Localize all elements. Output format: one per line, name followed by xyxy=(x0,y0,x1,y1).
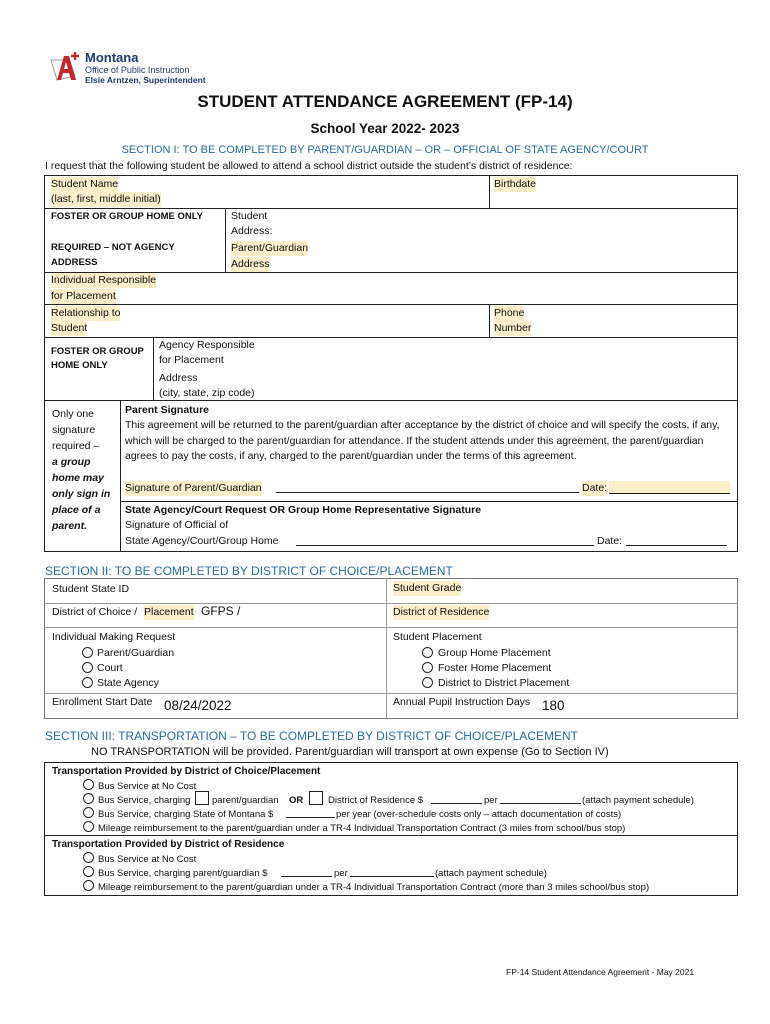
logo-line-office: Office of Public Instruction xyxy=(85,65,190,75)
req-option-court: Court xyxy=(97,662,123,674)
choice-opt-mileage: Mileage reimbursement to the parent/guardian under a TR-4 Individual Transportation Contract (3 miles from school/bus stop) xyxy=(98,823,626,834)
individual-responsible-label-2: for Placement xyxy=(51,290,116,302)
required-label-2: ADDRESS xyxy=(51,257,98,268)
logo-line-montana: Montana xyxy=(85,50,139,65)
page-footer: FP-14 Student Attendance Agreement - May 2021 xyxy=(506,967,695,977)
agency-label-2: for Placement xyxy=(159,354,224,366)
district-choice-value[interactable]: GFPS / xyxy=(201,604,241,618)
foster-group-label-2: HOME ONLY xyxy=(51,360,108,371)
res-amount-field[interactable] xyxy=(281,876,332,877)
student-name-label: Student Name xyxy=(51,178,119,190)
signature-note-5: home may xyxy=(52,472,104,484)
relationship-label-1: Relationship to xyxy=(51,307,121,319)
res-opt-mileage: Mileage reimbursement to the parent/guardian under a TR-4 Individual Transportation Contract (more than 3 miles school/bus stop) xyxy=(98,882,650,893)
choice-opt-charging: Bus Service, charging xyxy=(98,795,191,806)
choice-opt-state: Bus Service, charging State of Montana $ xyxy=(98,809,274,820)
parent-address-label-1: Parent/Guardian xyxy=(231,242,309,254)
signature-note-3: required – xyxy=(52,440,100,452)
parent-signature-line-label: Signature of Parent/Guardian xyxy=(125,482,262,494)
res-opt-schedule: (attach payment schedule) xyxy=(435,868,547,879)
agency-label-1: Agency Responsible xyxy=(159,339,255,351)
agency-address-label-2: (city, state, zip code) xyxy=(159,387,255,399)
choice-opt-district: District of Residence $ xyxy=(328,795,424,806)
radio-foster-home[interactable] xyxy=(422,662,433,673)
logo-line-superintendent: Elsie Arntzen, Superintendent xyxy=(85,75,206,85)
state-amount-field[interactable] xyxy=(286,817,335,818)
choice-period-field[interactable] xyxy=(500,803,581,804)
residence-transport-heading: Transportation Provided by District of Residence xyxy=(52,839,285,850)
choice-opt-schedule: (attach payment schedule) xyxy=(582,795,694,806)
parent-signature-field[interactable] xyxy=(276,492,579,493)
place-option-foster: Foster Home Placement xyxy=(438,662,552,674)
radio-court[interactable] xyxy=(82,662,93,673)
checkbox-district-residence[interactable] xyxy=(309,791,323,805)
radio-state-agency[interactable] xyxy=(82,677,93,688)
signature-note-4: a group xyxy=(52,456,91,468)
place-option-group: Group Home Placement xyxy=(438,647,551,659)
parent-signature-heading: Parent Signature xyxy=(125,404,210,416)
enrollment-start-label: Enrollment Start Date xyxy=(52,696,153,708)
signature-note-8: parent. xyxy=(52,520,88,532)
foster-group-label-1: FOSTER OR GROUP xyxy=(51,346,144,357)
radio-choice-charging[interactable] xyxy=(83,793,94,804)
radio-choice-no-cost[interactable] xyxy=(83,779,94,790)
parent-address-label-2: Address xyxy=(231,258,270,270)
radio-choice-state[interactable] xyxy=(83,807,94,818)
school-year: School Year 2022- 2023 xyxy=(310,121,460,136)
choice-transport-heading: Transportation Provided by District of Choice/Placement xyxy=(52,766,321,777)
student-address-label-1: Student xyxy=(231,210,268,222)
res-opt-per: per xyxy=(334,868,348,879)
signature-note-2: signature xyxy=(52,424,96,436)
parent-signature-text: This agreement will be returned to the parent/guardian after acceptance by the district of choice and will specify the costs, if any, which will be charged to the parent/guardian for attendance. If the student attends under this agreement, the parent/guardian agrees to pay the costs, if any, charged to the parent/guardian under the terms of this agreement. xyxy=(125,419,720,462)
opi-logo xyxy=(49,50,209,86)
agency-signature-heading: State Agency/Court Request OR Group Home Representative Signature xyxy=(125,504,482,516)
req-option-agency: State Agency xyxy=(97,677,159,689)
res-opt-charging: Bus Service, charging parent/guardian $ xyxy=(98,868,268,879)
choice-opt-or: OR xyxy=(289,795,304,806)
phone-label-1: Phone xyxy=(494,307,525,319)
official-date-field[interactable] xyxy=(626,545,727,546)
district-residence-label: District of Residence xyxy=(393,606,490,618)
student-address-label-2: Address: xyxy=(231,225,273,237)
radio-res-mileage[interactable] xyxy=(83,880,94,891)
phone-label-2: Number xyxy=(494,322,532,334)
birthdate-label: Birthdate xyxy=(494,178,537,190)
student-name-sub: (last, first, middle initial) xyxy=(51,193,161,205)
section1-heading: SECTION I: TO BE COMPLETED BY PARENT/GUARDIAN – OR – OFFICIAL OF STATE AGENCY/COURT xyxy=(121,144,649,156)
no-transport-text: NO TRANSPORTATION will be provided. Parent/guardian will transport at own expense (Go to Section IV) xyxy=(91,746,609,758)
choice-amount-field[interactable] xyxy=(431,803,482,804)
radio-district-placement[interactable] xyxy=(422,677,433,688)
relationship-label-2: Student xyxy=(51,322,88,334)
official-label-2: State Agency/Court/Group Home xyxy=(125,535,279,547)
res-period-field[interactable] xyxy=(350,876,434,877)
required-label-1: REQUIRED – NOT AGENCY xyxy=(51,242,175,253)
choice-opt-state-per: per year (over-schedule costs only – attach documentation of costs) xyxy=(336,809,622,820)
student-state-id-label: Student State ID xyxy=(52,583,130,595)
radio-res-charging[interactable] xyxy=(83,866,94,877)
signature-note-1: Only one xyxy=(52,408,95,420)
parent-date-label: Date: xyxy=(582,482,608,494)
choice-opt-per: per xyxy=(484,795,498,806)
signature-note-7: place of a xyxy=(52,504,101,516)
student-grade-label: Student Grade xyxy=(393,582,462,594)
student-placement-label: Student Placement xyxy=(393,631,482,643)
choice-opt-no-cost: Bus Service at No Cost xyxy=(98,781,197,792)
place-option-district: District to District Placement xyxy=(438,677,570,689)
instruction-days-value[interactable]: 180 xyxy=(542,698,565,713)
req-option-parent: Parent/Guardian xyxy=(97,647,175,659)
district-choice-label: District of Choice / xyxy=(52,606,138,618)
checkbox-parent-guardian[interactable] xyxy=(195,791,209,805)
section2-heading: SECTION II: TO BE COMPLETED BY DISTRICT OF CHOICE/PLACEMENT xyxy=(45,564,453,578)
official-signature-field[interactable] xyxy=(296,545,594,546)
res-opt-no-cost: Bus Service at No Cost xyxy=(98,854,197,865)
foster-only-label: FOSTER OR GROUP HOME ONLY xyxy=(51,211,204,222)
instruction-days-label: Annual Pupil Instruction Days xyxy=(393,696,531,708)
district-placement-label: Placement xyxy=(144,606,194,618)
signature-note-6: only sign in xyxy=(52,488,111,500)
section3-heading: SECTION III: TRANSPORTATION – TO BE COMPLETED BY DISTRICT OF CHOICE/PLACEMENT xyxy=(45,729,578,743)
radio-parent-guardian[interactable] xyxy=(82,647,93,658)
radio-group-home[interactable] xyxy=(422,647,433,658)
radio-choice-mileage[interactable] xyxy=(83,821,94,832)
choice-opt-parent: parent/guardian xyxy=(212,795,279,806)
individual-request-label: Individual Making Request xyxy=(52,631,176,643)
agency-address-label-1: Address xyxy=(159,372,198,384)
radio-res-no-cost[interactable] xyxy=(83,852,94,863)
official-label-1: Signature of Official of xyxy=(125,519,229,531)
section1-intro: I request that the following student be allowed to attend a school district outside the student’s district of residence: xyxy=(45,160,573,172)
official-date-label: Date: xyxy=(597,535,623,547)
enrollment-start-value[interactable]: 08/24/2022 xyxy=(164,698,232,713)
page-title: STUDENT ATTENDANCE AGREEMENT (FP-14) xyxy=(197,92,573,111)
individual-responsible-label-1: Individual Responsible xyxy=(51,274,157,286)
montana-a-plus-logo-icon xyxy=(49,50,85,84)
parent-date-field[interactable] xyxy=(609,481,730,494)
